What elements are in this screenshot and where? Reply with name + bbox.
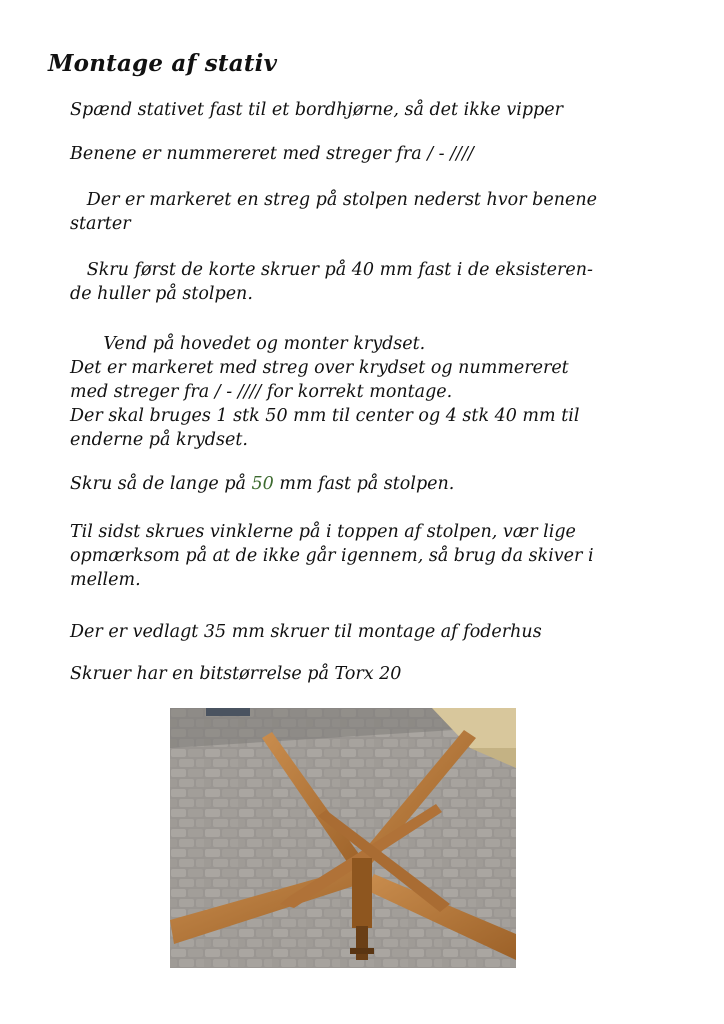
paragraph-long-screws — [70, 472, 690, 496]
car-bumper — [206, 708, 250, 716]
document-title: Montage af stativ — [48, 50, 278, 77]
paragraph-clamp: Spænd stativet fast til et bordhjørne, så det ikke vipper — [70, 100, 563, 120]
post-plate — [350, 948, 374, 954]
paragraph-bit-size: Skruer har en bitstørrelse på Torx 20 — [70, 664, 402, 684]
stand-photo — [170, 708, 516, 968]
paragraph-post-mark: Der er markeret en streg på stolpen nederst hvor benene starter — [70, 190, 597, 234]
paragraph-brackets: Til sidst skrues vinklerne på i toppen af stolpen, vær lige opmærksom på at de ikke går igennem, så brug da skiver i mellem. — [70, 522, 594, 590]
paragraph-short-screws: Skru først de korte skruer på 40 mm fast i de eksisteren- de huller på stolpen. — [70, 260, 593, 304]
center-post — [352, 858, 372, 928]
stand-photo-illustration — [170, 708, 516, 968]
paragraph-feeder-screws: Der er vedlagt 35 mm skruer til montage af foderhus — [70, 622, 542, 642]
long-screws-length: 50 — [251, 474, 274, 494]
long-screws-text-before: Skru så de lange på — [70, 474, 252, 494]
long-screws-text-after: mm fast på stolpen. — [273, 474, 455, 494]
paragraph-cross-assembly: Vend på hovedet og monter krydset. Det er markeret med streg over krydset og nummereret med streger fra / - //// for korrekt montage. Der skal bruges 1 stk 50 mm til center og 4 stk 40 mm til enderne på krydset. — [70, 334, 580, 450]
post-foot — [356, 926, 368, 960]
paragraph-leg-numbering: Benene er nummereret med streger fra / - //// — [70, 144, 474, 164]
